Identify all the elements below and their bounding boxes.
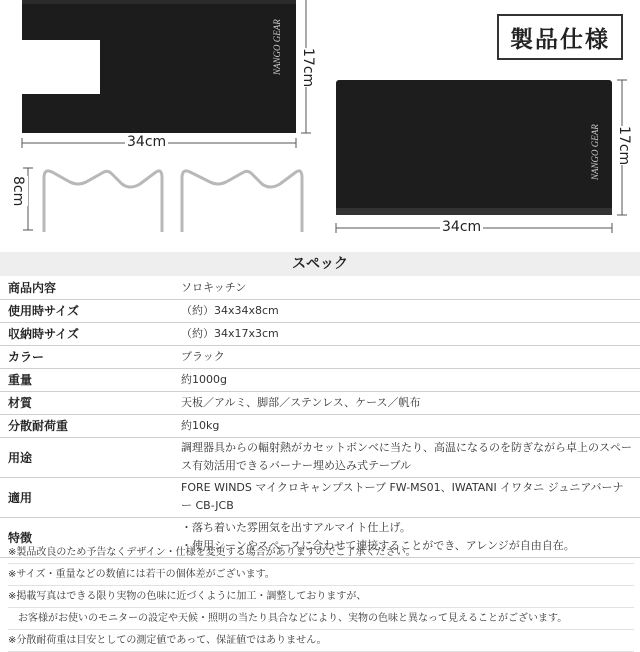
table-row <box>0 345 640 368</box>
spec-badge: 製品仕様 <box>497 14 623 60</box>
spec-value: 約10kg <box>173 414 640 437</box>
table-row <box>0 477 640 517</box>
open-width-label: 34cm <box>127 134 167 150</box>
spec-value: （約）34x17x3cm <box>173 322 640 345</box>
leg-right <box>182 171 302 232</box>
spec-value: ブラック <box>173 345 640 368</box>
spec-label: 用途 <box>0 437 173 477</box>
logo-closed: NANGO GEAR <box>590 124 600 180</box>
spec-value: 約1000g <box>173 368 640 391</box>
note-line: ※製品改良のため予告なくデザイン・仕様を変更する場合がありますのでご了承ください。 <box>8 542 634 564</box>
spec-value: FORE WINDS マイクロキャンプストーブ FW-MS01、IWATANI イワタニ ジュニアバーナー CB-JCB <box>173 477 640 517</box>
note-line: ※分散耐荷重は目安としての測定値であって、保証値ではありません。 <box>8 630 634 652</box>
table-row <box>0 299 640 322</box>
spec-label: カラー <box>0 345 173 368</box>
spec-label: 材質 <box>0 391 173 414</box>
note-line: ※サイズ・重量などの数値には若干の個体差がございます。 <box>8 564 634 586</box>
closed-width-label: 34cm <box>442 219 482 235</box>
spec-label: 分散耐荷重 <box>0 414 173 437</box>
feature-line: ・落ち着いた雰囲気を出すアルマイト仕上げ。 <box>181 521 411 534</box>
spec-value: （約）34x34x8cm <box>173 299 640 322</box>
table-row <box>0 277 640 299</box>
feature-line: ・使用シーンやスペースに合わせて連接することができ、アレンジが自由自在。 <box>181 539 575 552</box>
note-line: ※掲載写真はできる限り実物の色味に近づくように加工・調整しておりますが、 <box>8 586 634 608</box>
table-row <box>0 437 640 477</box>
spec-label: 適用 <box>0 477 173 517</box>
open-tabletop-rim <box>22 0 296 4</box>
spec-label: 重量 <box>0 368 173 391</box>
product-diagram <box>0 0 640 250</box>
logo-open: NANGO GEAR <box>272 19 282 75</box>
closed-case <box>336 80 612 215</box>
spec-label: 特徴 <box>0 517 173 557</box>
open-height-label: 17cm <box>300 48 316 88</box>
closed-height-label: 17cm <box>616 126 632 166</box>
spec-label: 使用時サイズ <box>0 299 173 322</box>
leg-left <box>44 171 162 232</box>
note-line: お客様がお使いのモニターの設定や天候・照明の当たり具合などにより、実物の色味と異なって見えることがございます。 <box>8 608 634 630</box>
spec-value: 調理器具からの輻射熱がカセットボンベに当たり、高温になるのを防ぎながら卓上のスペース有効活用できるバーナー埋め込み式テーブル <box>173 437 640 477</box>
spec-value: 天板／アルミ、脚部／ステンレス、ケース／帆布 <box>173 391 640 414</box>
table-row <box>0 414 640 437</box>
spec-label: 商品内容 <box>0 277 173 299</box>
leg-height-label: 8cm <box>10 176 26 207</box>
table-row <box>0 391 640 414</box>
spec-title: スペック <box>0 252 640 276</box>
table-row <box>0 368 640 391</box>
spec-value: ソロキッチン <box>173 277 640 299</box>
notes <box>8 542 634 652</box>
table-row <box>0 322 640 345</box>
spec-table <box>0 277 640 558</box>
spec-label: 収納時サイズ <box>0 322 173 345</box>
